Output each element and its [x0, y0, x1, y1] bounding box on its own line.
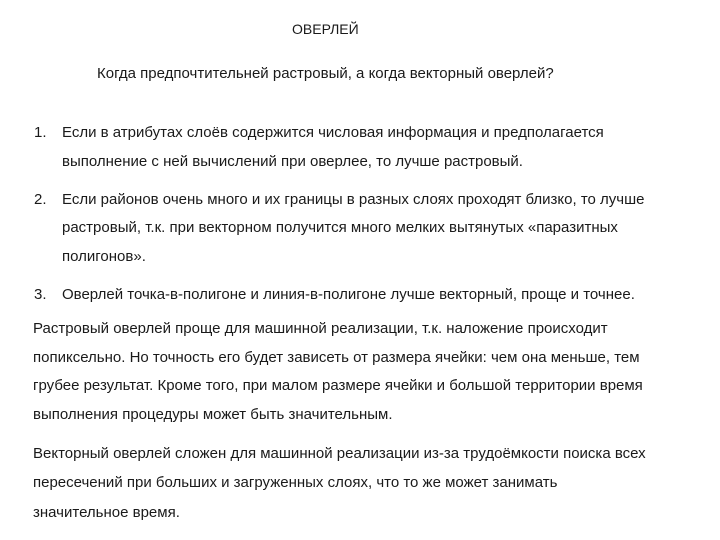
paragraph-line: Растровый оверлей проще для машинной реализации, т.к. наложение происходит: [33, 320, 608, 337]
list-item-number: 3.: [34, 286, 47, 303]
page-title: ОВЕРЛЕЙ: [292, 21, 359, 37]
paragraph-line: попиксельно. Но точность его будет зависеть от размера ячейки: чем она меньше, тем: [33, 349, 640, 366]
list-item-line: растровый, т.к. при векторном получится много мелких вытянутых «паразитных: [62, 219, 618, 236]
paragraph-line: значительное время.: [33, 504, 180, 521]
list-item-line: Если районов очень много и их границы в разных слоях проходят близко, то лучше: [62, 191, 645, 208]
paragraph-line: выполнения процедуры может быть значительным.: [33, 406, 393, 423]
list-item-line: Оверлей точка-в-полигоне и линия-в-полигоне лучше векторный, проще и точнее.: [62, 286, 635, 303]
paragraph-line: грубее результат. Кроме того, при малом размере ячейки и большой территории время: [33, 377, 643, 394]
list-item-line: Если в атрибутах слоёв содержится числовая информация и предполагается: [62, 124, 604, 141]
list-item-number: 2.: [34, 191, 47, 208]
paragraph-line: Векторный оверлей сложен для машинной реализации из-за трудоёмкости поиска всех: [33, 445, 646, 462]
list-item-line: выполнение с ней вычислений при оверлее, то лучше растровый.: [62, 153, 523, 170]
list-item-line: полигонов».: [62, 248, 146, 265]
question-heading: Когда предпочтительней растровый, а когда векторный оверлей?: [97, 65, 554, 82]
list-item-number: 1.: [34, 124, 47, 141]
paragraph-line: пересечений при больших и загруженных слоях, что то же может занимать: [33, 474, 558, 491]
